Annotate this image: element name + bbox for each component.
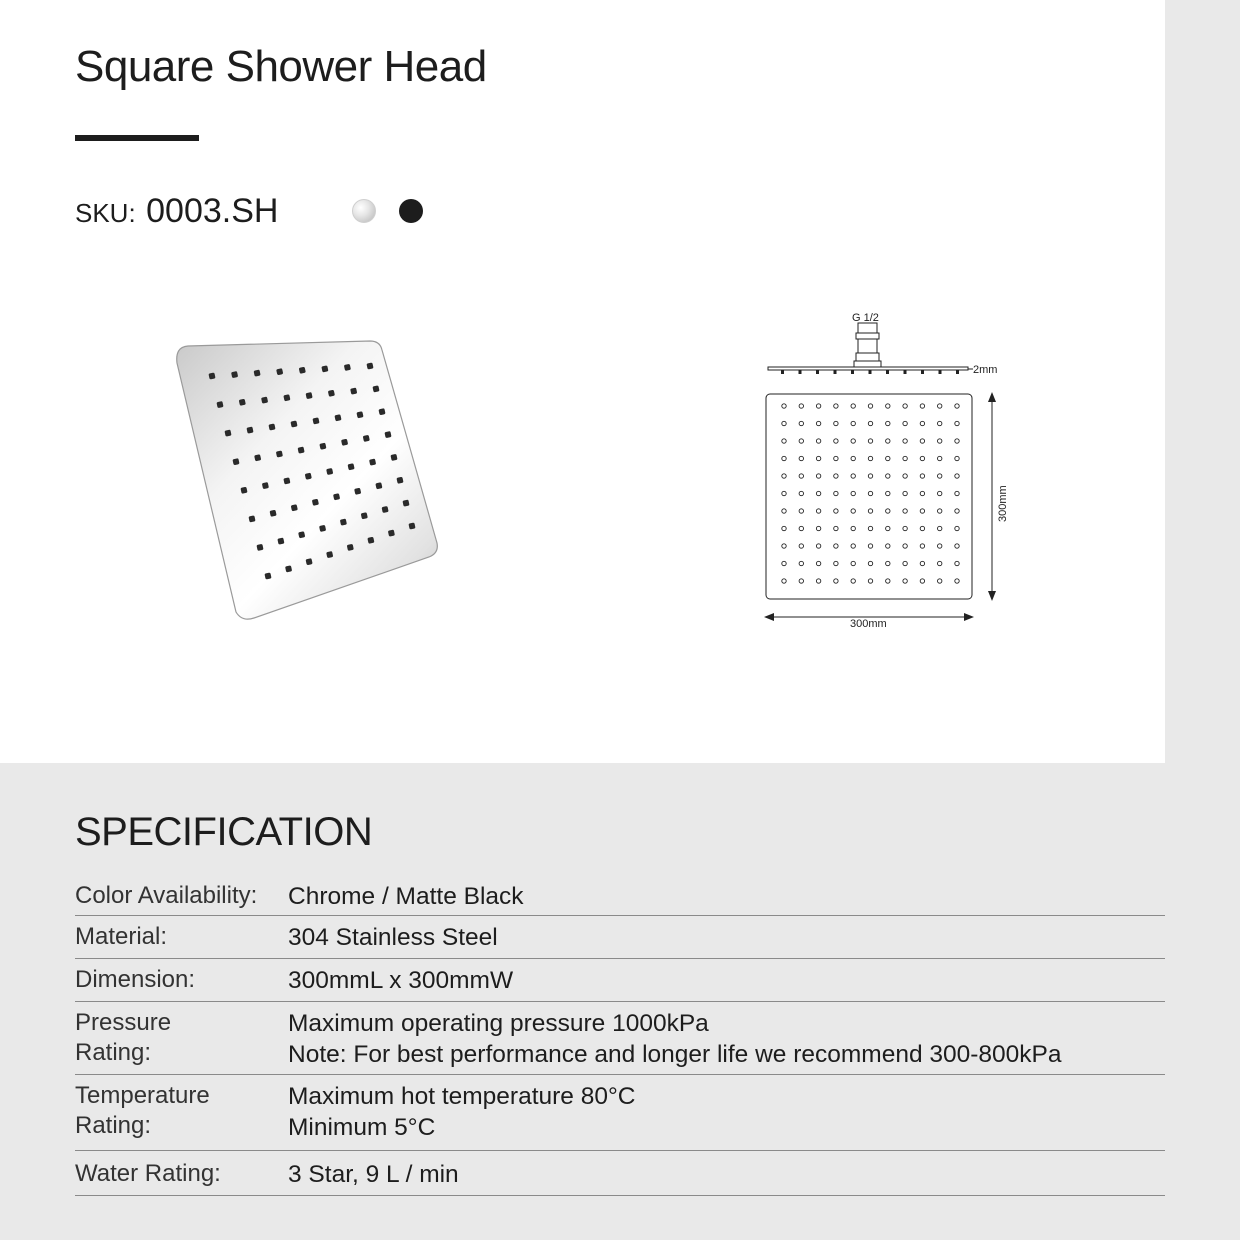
spec-label [75,1008,288,1074]
spec-value-line: Maximum operating pressure 1000kPa [288,1010,709,1037]
profile-nozzle-tick [781,370,784,374]
drawing-nozzle [799,491,803,495]
profile-nozzle-tick [816,370,819,374]
drawing-nozzle [955,561,959,565]
spec-label-line: Rating: [75,1112,152,1139]
spec-value [288,1159,1165,1195]
drawing-nozzle [938,561,942,565]
drawing-nozzle [955,404,959,408]
drawing-nozzle [816,421,820,425]
drawing-nozzle [903,491,907,495]
drawing-nozzle [955,491,959,495]
drawing-nozzle [920,561,924,565]
drawing-nozzle [816,404,820,408]
drawing-nozzle [816,491,820,495]
drawing-nozzle [938,456,942,460]
drawing-nozzle [938,491,942,495]
spec-value [288,1008,1165,1074]
spec-row-temperature [75,1075,1165,1151]
drawing-nozzle [851,544,855,548]
profile-nozzle-tick [956,370,959,374]
drawing-nozzle [920,421,924,425]
thickness-label: 2mm [973,364,998,376]
drawing-nozzle [782,421,786,425]
drawing-nozzle [886,456,890,460]
spec-row-color [75,878,1165,916]
drawing-nozzle [799,404,803,408]
drawing-nozzle [903,474,907,478]
drawing-nozzle [903,526,907,530]
drawing-nozzle [816,579,820,583]
drawing-nozzle [886,404,890,408]
drawing-nozzle [816,439,820,443]
profile-nozzle-tick [851,370,854,374]
drawing-nozzle [816,509,820,513]
drawing-nozzle [834,526,838,530]
profile-nozzle-tick [886,370,889,374]
drawing-nozzle [851,456,855,460]
drawing-nozzle [834,544,838,548]
drawing-nozzle [920,439,924,443]
drawing-nozzle [851,474,855,478]
drawing-nozzle [886,421,890,425]
drawing-nozzle [920,579,924,583]
thread-fitting [858,323,877,333]
drawing-nozzle [834,509,838,513]
drawing-nozzle [886,509,890,513]
finish-swatch-chrome[interactable] [352,199,376,223]
width-label: 300mm [850,618,887,630]
drawing-nozzle [816,561,820,565]
drawing-nozzle [920,404,924,408]
thread-label: G 1/2 [852,312,879,324]
spec-value [288,881,1165,915]
spec-value-line: 300mmL x 300mmW [288,967,514,994]
drawing-nozzle [903,456,907,460]
drawing-nozzle [834,561,838,565]
drawing-nozzle [851,404,855,408]
drawing-nozzle [799,579,803,583]
drawing-nozzle [868,404,872,408]
spec-label-line: Rating: [75,1039,152,1066]
drawing-nozzle [955,474,959,478]
drawing-nozzle [799,509,803,513]
drawing-nozzle [920,474,924,478]
drawing-nozzle [955,509,959,513]
drawing-nozzle [782,509,786,513]
drawing-nozzle [903,544,907,548]
spec-label-line: Temperature [75,1082,210,1109]
drawing-nozzle [955,579,959,583]
spec-value-line: Note: For best performance and longer life we recommend 300-800kPa [288,1041,1062,1068]
title-underline [75,135,199,141]
drawing-nozzle [868,474,872,478]
drawing-nozzle [834,421,838,425]
spec-label: Dimension: [75,966,196,993]
height-label: 300mm [997,485,1009,522]
drawing-nozzle [782,474,786,478]
drawing-nozzle [903,421,907,425]
drawing-nozzle [886,561,890,565]
drawing-nozzle [938,544,942,548]
drawing-nozzle [782,579,786,583]
spec-label [75,1081,288,1150]
drawing-nozzle [782,491,786,495]
drawing-nozzle [868,509,872,513]
drawing-nozzle [920,509,924,513]
drawing-nozzle [955,456,959,460]
drawing-nozzle [955,439,959,443]
drawing-nozzle [920,491,924,495]
drawing-nozzle [851,491,855,495]
drawing-nozzle [816,544,820,548]
drawing-nozzle [851,509,855,513]
spec-label: Material: [75,923,168,950]
drawing-nozzle [868,491,872,495]
drawing-nozzle [903,439,907,443]
spec-label: Water Rating: [75,1160,221,1187]
spec-row-material [75,916,1165,959]
profile-nozzle-tick [904,370,907,374]
specification-heading: SPECIFICATION [75,810,373,854]
spec-label-line: Pressure [75,1009,172,1036]
drawing-nozzle [834,439,838,443]
spec-value [288,965,1165,1001]
drawing-nozzle [851,526,855,530]
drawing-nozzle [886,544,890,548]
spec-row-water [75,1151,1165,1196]
drawing-nozzle [851,561,855,565]
drawing-nozzle [955,544,959,548]
drawing-nozzle [834,474,838,478]
drawing-nozzle [955,526,959,530]
drawing-nozzle [886,579,890,583]
drawing-nozzle [799,474,803,478]
drawing-nozzle [868,561,872,565]
drawing-nozzle [903,579,907,583]
spec-value-line: Chrome / Matte Black [288,883,524,910]
profile-nozzle-tick [869,370,872,374]
spec-value-line: Minimum 5°C [288,1114,436,1141]
drawing-nozzle [799,421,803,425]
profile-nozzle-tick [921,370,924,374]
profile-nozzle-tick [799,370,802,374]
drawing-nozzle [955,421,959,425]
spec-row-pressure [75,1002,1165,1075]
drawing-nozzle [816,474,820,478]
drawing-nozzle [886,526,890,530]
drawing-nozzle [799,526,803,530]
drawing-nozzle [938,421,942,425]
drawing-nozzle [799,456,803,460]
sku-label: SKU: [75,198,136,228]
sku-line [75,192,278,231]
drawing-nozzle [782,561,786,565]
drawing-nozzle [834,491,838,495]
plate-profile [768,367,968,370]
drawing-nozzle [868,421,872,425]
spec-value-line: 304 Stainless Steel [288,924,498,951]
drawing-nozzle [868,456,872,460]
drawing-nozzle [938,526,942,530]
drawing-nozzle [886,491,890,495]
drawing-nozzle [938,439,942,443]
drawing-nozzle [834,404,838,408]
spec-value-line: 3 Star, 9 L / min [288,1161,459,1188]
drawing-nozzle [868,579,872,583]
page-title: Square Shower Head [75,42,487,91]
profile-nozzle-tick [834,370,837,374]
drawing-nozzle [782,456,786,460]
spec-value [288,1081,1165,1150]
drawing-nozzle [903,509,907,513]
drawing-nozzle [920,456,924,460]
drawing-nozzle [903,561,907,565]
drawing-nozzle [799,561,803,565]
drawing-nozzle [816,526,820,530]
drawing-nozzle [938,579,942,583]
sku-value: 0003.SH [146,192,279,230]
drawing-nozzle [834,456,838,460]
drawing-nozzle [782,544,786,548]
technical-drawing [760,306,1060,636]
drawing-nozzle [816,456,820,460]
drawing-nozzle [886,474,890,478]
drawing-nozzle [903,404,907,408]
specification-table [75,878,1165,1196]
drawing-nozzle [886,439,890,443]
spec-row-dimension [75,959,1165,1002]
drawing-nozzle [938,474,942,478]
drawing-nozzle [851,421,855,425]
drawing-nozzle [868,544,872,548]
finish-swatch-matte-black[interactable] [399,199,423,223]
drawing-nozzle [868,439,872,443]
drawing-nozzle [938,404,942,408]
drawing-nozzle [920,526,924,530]
profile-nozzle-tick [939,370,942,374]
drawing-nozzle [799,544,803,548]
spec-value-line: Maximum hot temperature 80°C [288,1083,636,1110]
drawing-nozzle [851,579,855,583]
drawing-nozzle [782,526,786,530]
drawing-nozzle [851,439,855,443]
drawing-nozzle [799,439,803,443]
drawing-nozzle [868,526,872,530]
product-photo [170,338,450,628]
drawing-nozzle [782,404,786,408]
spec-value [288,922,1165,958]
drawing-nozzle [938,509,942,513]
drawing-nozzle [920,544,924,548]
drawing-nozzle [782,439,786,443]
drawing-nozzle [834,579,838,583]
spec-label: Color Availability: [75,882,258,909]
